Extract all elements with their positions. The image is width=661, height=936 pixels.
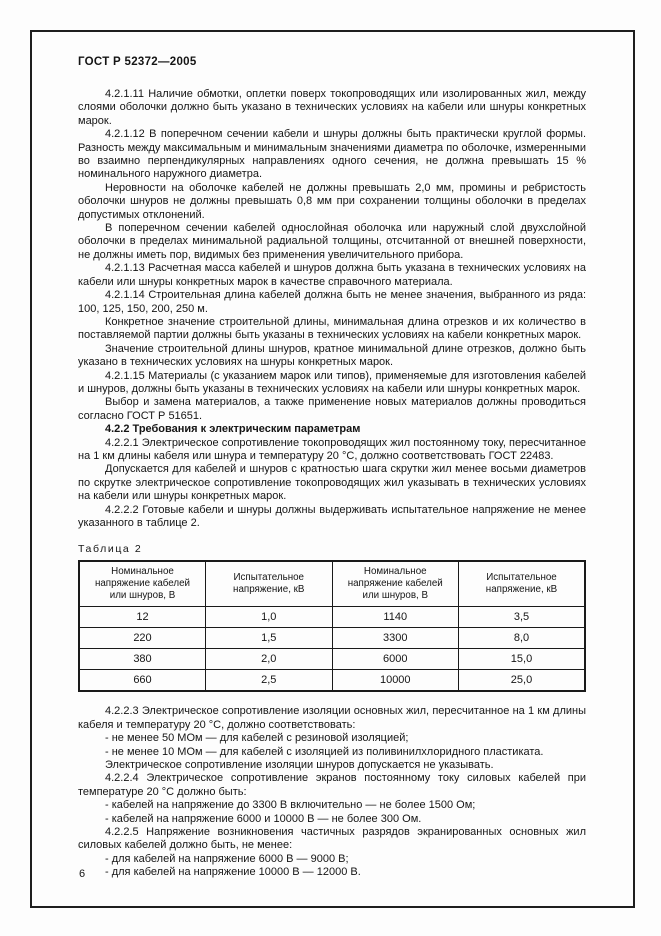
table-cell: 25,0	[459, 670, 586, 692]
table-cell: 15,0	[459, 649, 586, 670]
table-header-cell: Испытательное напряжение, кВ	[206, 561, 333, 607]
paragraph-4-2-1-15: 4.2.1.15 Материалы (с указанием марок или типов), применяемые для изготовления кабелей и шнуров, должны быть указаны в технических условиях на кабели или шнуры конкретных марок.	[78, 369, 586, 395]
paragraph: Неровности на оболочке кабелей не должны превышать 2,0 мм, промины и ребристость оболочки шнуров не должны превышать 0,8 мм при сохранении толщины оболочки в пределах допустимых отклонений.	[78, 181, 586, 221]
paragraph: В поперечном сечении кабелей однослойная оболочка или наружный слой двухслойной оболочки в пределах минимальной радиальной толщины, отсчитанной от внешней поверхности, не должны иметь пор, видимых без применения увеличительного прибора.	[78, 222, 586, 261]
table-cell: 12	[79, 607, 206, 628]
table-cell: 3,5	[459, 607, 586, 628]
table-cell: 1,0	[206, 607, 333, 628]
paragraph-4-2-1-11: 4.2.1.11 Наличие обмотки, оплетки поверх токопроводящих или изолированных жил, между слоями оболочки должно быть указано в технических условиях на кабели или шнуры конкретных марок.	[78, 88, 586, 127]
paragraph: Электрическое сопротивление изоляции шнуров допускается не указывать.	[105, 759, 494, 772]
table-header-cell: Номинальное напряжение кабелей или шнуров, В	[332, 561, 459, 607]
table-header-row	[79, 561, 585, 607]
paragraph-4-2-2-4: 4.2.2.4 Электрическое сопротивление экранов постоянному току силовых кабелей при температуре 20 °С должно быть:	[78, 772, 586, 798]
table-header-cell: Испытательное напряжение, кВ	[459, 561, 586, 607]
table-cell: 6000	[332, 649, 459, 670]
table-cell: 3300	[332, 628, 459, 649]
paragraph-4-2-1-12: 4.2.1.12 В поперечном сечении кабели и шнуры должны быть практически круглой формы. Разность между максимальным и минимальным значениями диаметра по оболочке, измеренными во взаимно перпендикулярных направлениях одного сечения, не должна превышать 15 % номинального наружного диаметра.	[78, 128, 586, 181]
section-after-table	[78, 705, 586, 879]
paragraph-4-2-2-5: 4.2.2.5 Напряжение возникновения частичных разрядов экранированных основных жил силовых кабелей должно быть, не менее:	[78, 826, 586, 852]
test-voltage-table	[78, 560, 586, 692]
list-item: - кабелей на напряжение 6000 и 10000 В — не более 300 Ом.	[105, 812, 422, 825]
paragraph: Конкретное значение строительной длины, минимальная длина отрезков и их количество в поставляемой партии должны быть указаны в технических условиях на кабели конкретных марок.	[78, 315, 586, 342]
list-item: - для кабелей на напряжение 10000 В — 12000 В.	[105, 866, 361, 879]
paragraph-4-2-1-14: 4.2.1.14 Строительная длина кабелей должна быть не менее значения, выбранного из ряда: 100, 125, 150, 200, 250 м.	[78, 289, 586, 315]
paragraph-4-2-1-13: 4.2.1.13 Расчетная масса кабелей и шнуров должна быть указана в технических условиях на кабели или шнуры конкретных марок в качестве справочного материала.	[78, 262, 586, 288]
table-row	[79, 649, 585, 670]
table-cell: 660	[79, 670, 206, 692]
table-cell: 1140	[332, 607, 459, 628]
section-heading-4-2-2: 4.2.2 Требования к электрическим параметрам	[105, 423, 361, 436]
list-item: - для кабелей на напряжение 6000 В — 9000 В;	[105, 852, 349, 865]
paragraph-4-2-2-3: 4.2.2.3 Электрическое сопротивление изоляции основных жил, пересчитанное на 1 км длины кабеля и температуру 20 °С, должно соответствовать:	[78, 705, 586, 731]
table-cell: 1,5	[206, 628, 333, 649]
table-cell: 220	[79, 628, 206, 649]
paragraph-4-2-2-1: 4.2.2.1 Электрическое сопротивление токопроводящих жил постоянному току, пересчитанное на 1 км длины кабеля или шнура и температуру 20 °С, должно соответствовать ГОСТ 22483.	[78, 436, 586, 462]
table-cell: 10000	[332, 670, 459, 692]
list-item: - не менее 10 МОм — для кабелей с изоляцией из поливинилхлоридного пластиката.	[105, 745, 544, 758]
table-row	[79, 607, 585, 628]
paragraph-4-2-2-2: 4.2.2.2 Готовые кабели и шнуры должны выдерживать испытательное напряжение не менее указанного в таблице 2.	[78, 503, 586, 529]
table-cell: 380	[79, 649, 206, 670]
table-row	[79, 670, 585, 692]
list-item: - кабелей на напряжение до 3300 В включительно — не более 1500 Ом;	[105, 799, 476, 812]
paragraph: Допускается для кабелей и шнуров с кратностью шага скрутки жил менее восьми диаметров по скрутке электрическое сопротивление токопроводящих жил указывать в технических условиях на кабели или шнуры конкретных марок.	[78, 463, 586, 503]
page-number: 6	[79, 868, 86, 880]
table-header-cell: Номинальное напряжение кабелей или шнуров, В	[79, 561, 206, 607]
table-cell: 2,5	[206, 670, 333, 692]
page-content	[78, 56, 586, 880]
table-cell: 2,0	[206, 649, 333, 670]
list-item: - не менее 50 МОм — для кабелей с резиновой изоляцией;	[105, 732, 409, 745]
table-row	[79, 628, 585, 649]
paragraph: Выбор и замена материалов, а также применение новых материалов должны проводиться согласно ГОСТ Р 51651.	[78, 396, 586, 422]
paragraph: Значение строительной длины шнуров, кратное минимальной длине отрезков, должно быть указано в технических условиях на шнуры конкретных марок.	[78, 342, 586, 369]
table-cell: 8,0	[459, 628, 586, 649]
table-caption: Таблица 2	[78, 543, 143, 556]
document-standard-number: ГОСТ Р 52372—2005	[78, 56, 197, 68]
